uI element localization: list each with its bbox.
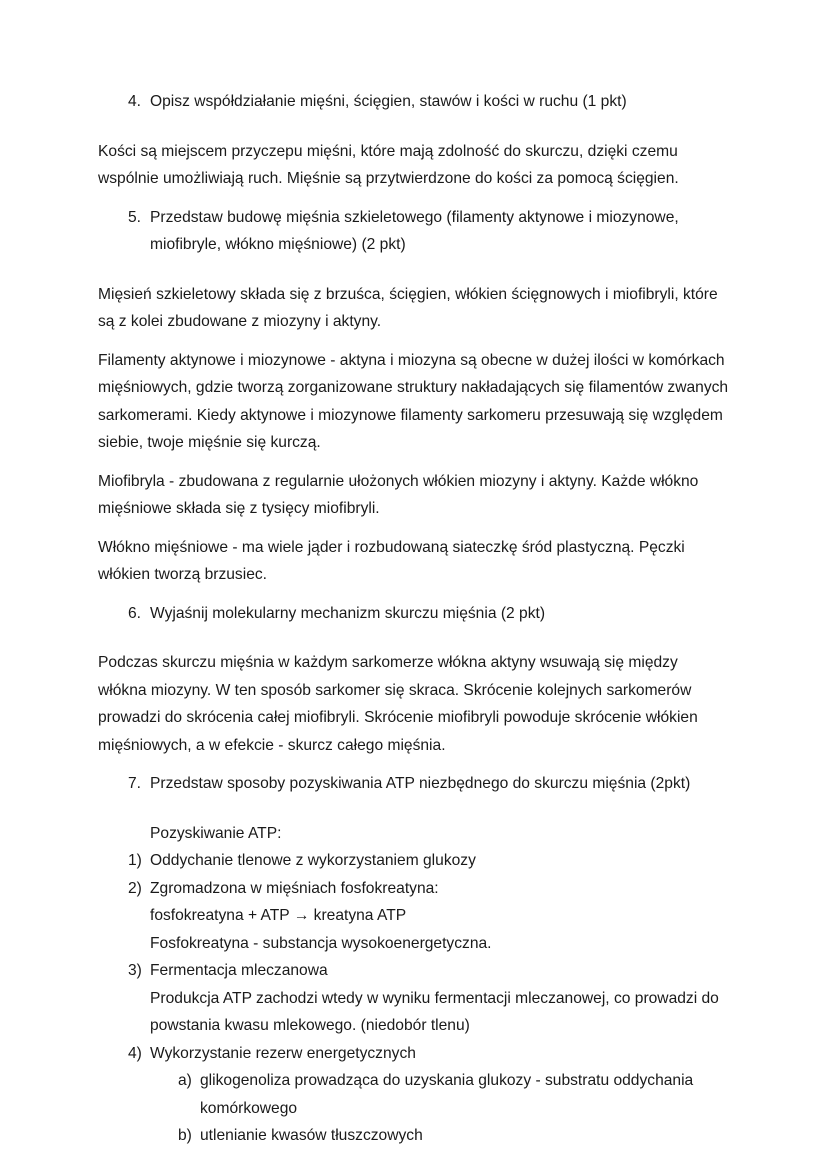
- question-text-7: Przedstaw sposoby pozyskiwania ATP niezbędnego do skurczu mięśnia (2pkt): [150, 775, 691, 792]
- paragraph-filamenty: Filamenty aktynowe i miozynowe - aktyna i miozyna są obecne w dużej ilości w komórkach mięśniowych, gdzie tworzą zorganizowane struktury nakładających się filamentów zwanych sarkomerami. Kiedy aktynowe i miozynowe filamenty sarkomeru przesuwają się względem siebie, twoje mięśnie się kurczą.: [98, 351, 733, 451]
- question-item-5: [98, 204, 730, 259]
- atp-sub-item-marker: b): [178, 1127, 192, 1144]
- question-text-4: Opisz współdziałanie mięśni, ścięgien, stawów i kości w ruchu (1 pkt): [150, 93, 627, 110]
- atp-sub-list-item: [98, 1122, 730, 1150]
- atp-item-line: Wykorzystanie rezerw energetycznych: [150, 1044, 416, 1062]
- question-text-5: Przedstaw budowę mięśnia szkieletowego (filamenty aktynowe i miozynowe, miofibryle, włókno mięśniowe) (2 pkt): [150, 208, 679, 253]
- atp-list-item: [98, 875, 730, 958]
- question-marker-4: 4.: [128, 93, 142, 110]
- atp-sub-item-text: utlenianie kwasów tłuszczowych: [200, 1127, 423, 1144]
- question-list-5: [98, 204, 730, 259]
- question-marker-7: 7.: [128, 775, 142, 792]
- question-marker-6: 6.: [128, 604, 142, 622]
- atp-item-line: Zgromadzona w mięśniach fosfokreatyna:: [150, 879, 439, 897]
- paragraph-wlokno-miesniowe: Włókno mięśniowe - ma wiele jąder i rozbudowaną siateczkę śród plastyczną. Pęczki włókien tworzą brzusiec.: [98, 538, 690, 583]
- question-text-6: Wyjaśnij molekularny mechanizm skurczu mięśnia (2 pkt): [150, 604, 546, 622]
- atp-sub-item-text: glikogenoliza prowadząca do uzyskania glukozy - substratu oddychania komórkowego: [200, 1072, 694, 1117]
- atp-item-marker: 2): [128, 879, 142, 897]
- atp-list-item: [98, 957, 730, 1040]
- atp-list-item: [98, 847, 730, 875]
- atp-item-line: Fermentacja mleczanowa: [150, 962, 328, 979]
- question-list-4: [98, 88, 730, 116]
- question-list-7: [98, 770, 730, 798]
- atp-heading: Pozyskiwanie ATP:: [150, 824, 282, 842]
- atp-item-marker: 3): [128, 962, 142, 979]
- atp-numbered-list: [98, 847, 730, 1067]
- answer-paragraph-5: Mięsień szkieletowy składa się z brzuśca, ścięgien, włókien ścięgnowych i miofibryli, które są z kolei zbudowane z miozyny i aktyny.: [98, 285, 723, 330]
- atp-item-marker: 4): [128, 1044, 142, 1062]
- answer-paragraph-6: Podczas skurczu mięśnia w każdym sarkomerze włókna aktyny wsuwają się między włókna miozyny. W ten sposób sarkomer się skraca. Skrócenie kolejnych sarkomerów prowadzi do skrócenia całej miofibryli. Skrócenie miofibryli powoduje skrócenie włókien mięśniowych, a w efekcie - skurcz całego mięśnia.: [98, 654, 703, 754]
- question-item-7: [98, 770, 730, 798]
- atp-item-line: Produkcja ATP zachodzi wtedy w wyniku fermentacji mleczanowej, co prowadzi do powstania kwasu mlekowego. (niedobór tlenu): [150, 989, 719, 1034]
- answer-paragraph-4: Kości są miejscem przyczepu mięśni, które mają zdolność do skurczu, dzięki czemu wspólnie umożliwiają ruch. Mięśnie są przytwierdzone do kości za pomocą ścięgien.: [98, 142, 683, 187]
- paragraph-miofibryla: Miofibryla - zbudowana z regularnie ułożonych włókien miozyny i aktyny. Każde włókno mięśniowe składa się z tysięcy miofibryli.: [98, 472, 703, 517]
- atp-item-line: Fosfokreatyna - substancja wysokoenergetyczna.: [150, 934, 492, 952]
- atp-item-line: fosfokreatyna + ATP → kreatyna ATP: [150, 907, 407, 924]
- atp-item-marker: 1): [128, 852, 142, 869]
- question-marker-5: 5.: [128, 208, 142, 226]
- atp-sub-list: [98, 1067, 730, 1150]
- atp-item-line: Oddychanie tlenowe z wykorzystaniem glukozy: [150, 852, 476, 869]
- question-item-4: [98, 88, 730, 116]
- document-body: [98, 88, 733, 1150]
- atp-block: [98, 820, 730, 1150]
- question-list-6: [98, 600, 730, 628]
- question-item-6: [98, 600, 730, 628]
- atp-list-item: [98, 1040, 730, 1068]
- atp-sub-item-marker: a): [178, 1072, 192, 1089]
- atp-sub-list-item: [98, 1067, 730, 1122]
